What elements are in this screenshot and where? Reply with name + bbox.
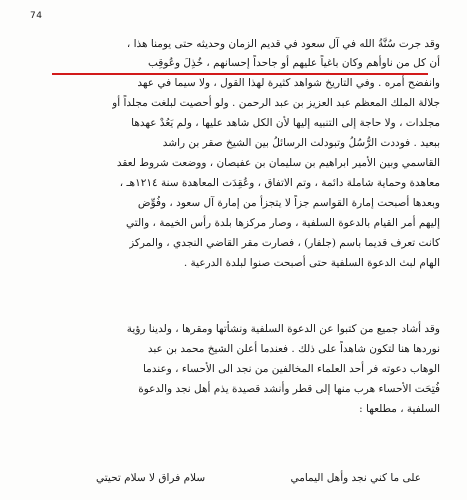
text-line: أن كل من ناوأهم وكان باغياً عليهم أو جاحداً إحسانهم ، خُذِلَ وعُوقِب [147,57,440,69]
text-line: القاسمي وبين الأمير ابراهيم بن سليمان بن عفيصان ، ووضعت شروط لعقد [116,157,440,169]
text-line: نوردها هنا لتكون شاهداً على ذلك . فعندما أعلن الشيخ محمد بن عبد [147,343,440,355]
text-line: ببعيد . فوددت الرُّسُلُ وتبودلت الرسائلُ بين الشيخ صقر بن راشد [162,137,440,149]
text-line: وبعدها أصبحت إمارة القواسم جزاً لا يتجزأ من إمارة آل سعود ، وفُوِّض [137,197,440,209]
text-line: مجلدات ، ولا حاجة إلى التنبيه إليها لأن الكل شاهد عليها ، ولم يَعُدْ عهدها [131,117,440,129]
page-number: 74 [30,11,43,21]
text-line: جلالة الملك المعظم عبد العزيز بن عبد الرحمن . ولو أحصيت لبلغت مجلداً أو [112,97,440,109]
red-highlight-underline [52,73,428,75]
poem-second-hemistich: سلام فراق لا سلام تحيتي [96,472,206,484]
text-line: معاهدة وحماية شاملة دائمة ، وتم الاتفاق ، وعُقِدَت المعاهدة سنة ١٢١٤هـ ، [119,177,440,189]
text-line: فُتِحَت الأحساء هرب منها إلى قطر وأنشد قصيدة يذم أهل نجد والدعوة [138,383,440,395]
text-line: الوهاب دعوته فر أحد العلماء المخالفين من نجد الى الأحساء ، وعندما [142,363,440,375]
text-line: السلفية ، مطلعها : [359,403,440,415]
text-line: وانفضح أمره . وفي التاريخ شواهد كثيرة لهذا القول ، ولا سيما في عهد [137,77,440,89]
text-line: وقد أشاد جميع من كتبوا عن الدعوة السلفية ونشأتها ومقرها ، ولدينا رؤية [126,323,440,335]
poem-first-hemistich: على ما كني نجد وأهل اليمامي [290,472,421,484]
text-line: كانت تعرف قديما باسم (جلفار) ، فصارت مقر القاضي النجدي ، والمركز [129,237,440,249]
text-line: الهام لبث الدعوة السلفية حتى أصبحت صنوا لبلدة الدرعية . [183,257,440,269]
text-line: إليهم أمر القيام بالدعوة السلفية ، وصار مركزها بلدة رأس الخيمة ، والتي [126,217,440,229]
text-line: وقد جرت سُنَّةُ الله في آل سعود في قديم الزمان وحديثه حتى يومنا هذا ، [126,38,440,50]
